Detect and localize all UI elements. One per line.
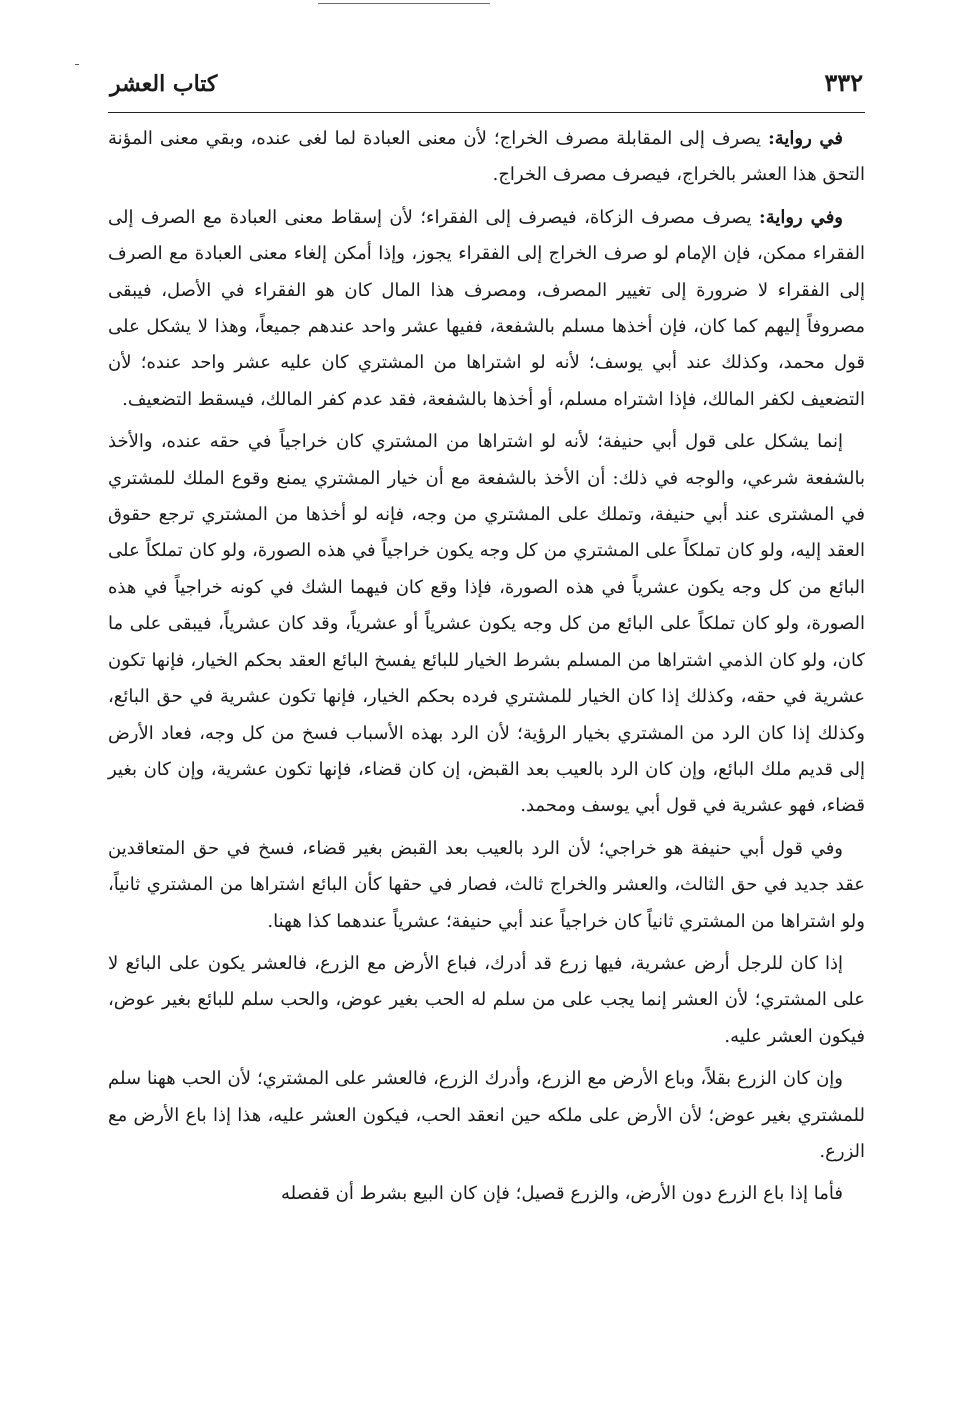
page-header [108, 68, 865, 113]
top-rule [318, 3, 490, 4]
paragraph-7 [108, 1176, 865, 1212]
paragraph-1 [108, 121, 865, 194]
paragraph-text: وفي قول أبي حنيفة هو خراجي؛ لأن الرد بالعيب بعد القبض بغير قضاء، فسخ في حق المتعاقدين عقد جديد في حق الثالث، والعشر والخراج ثالث، فصار في حقها كأن البائع اشتراها من المشتري ثانياً، ولو اشتراها من المشتري ثانياً كان خراجياً عند أبي حنيفة؛ عشرياً عندهما كذا ههنا. [108, 837, 865, 932]
page [108, 68, 865, 1219]
paragraph-text: يصرف مصرف الزكاة، فيصرف إلى الفقراء؛ لأن إسقاط معنى العبادة مع الصرف إلى الفقراء ممكن، فإن الإمام لو صرف الخراج إلى الفقراء يجوز، وإذا أمكن إلغاء معنى العبادة مع الصرف إلى الفقراء لا ضرورة إلى تغيير المصرف، ومصرف هذا المال كان هو الفقراء في الأصل، فيبقى مصروفاً إليهم كما كان، فإن أخذها مسلم بالشفعة، ففيها عشر واحد عندهم جميعاً، وهذا لا يشكل على قول محمد، وكذلك عند أبي يوسف؛ لأنه لو اشتراها من المشتري كان عليه عشر واحد عنده؛ لأن التضعيف لكفر المالك، فإذا اشتراه مسلم، أو أخذها بالشفعة، فقد عدم كفر المالك، فيسقط التضعيف. [108, 206, 865, 410]
paragraph-text: إذا كان للرجل أرض عشرية، فيها زرع قد أدرك، فباع الأرض مع الزرع، فالعشر يكون على البائع لا على المشتري؛ لأن العشر إنما يجب على من سلم له الحب بغير عوض، والحب سلم للبائع بغير عوض، فيكون العشر عليه. [108, 952, 865, 1047]
paragraph-6 [108, 1061, 865, 1170]
running-title: كتاب العشر [110, 71, 218, 97]
page-number: ٣٣٢ [824, 68, 863, 97]
paragraph-text: يصرف إلى المقابلة مصرف الخراج؛ لأن معنى العبادة لما لغى عنده، وبقي معنى المؤنة التحق هذا العشر بالخراج، فيصرف مصرف الخراج. [108, 128, 865, 186]
paragraph-lead: وفي رواية: [759, 206, 843, 228]
paragraph-text: وإن كان الزرع بقلاً، وباع الأرض مع الزرع، وأدرك الزرع، فالعشر على المشتري؛ لأن الحب ههنا سلم للمشتري بغير عوض؛ لأن الأرض على ملكه حين انعقد الحب، فيكون العشر عليه، هذا إذا باع الأرض مع الزرع. [108, 1068, 865, 1162]
page-body [108, 113, 865, 1213]
paragraph-text: إنما يشكل على قول أبي حنيفة؛ لأنه لو اشتراها من المشتري كان خراجياً في حقه عنده، والأخذ بالشفعة شرعي، والوجه في ذلك: أن الأخذ بالشفعة مع أن خيار المشتري يمنع وقوع الملك للمشتري في المشترى عند أبي حنيفة، وتملك على المشتري من وجه، فإنه لو أخذها من المشتري ترجع حقوق العقد إليه، ولو كان تملكاً على المشتري من كل وجه يكون خراجياً في هذه الصورة، ولو كان تملكاً على البائع من كل وجه يكون عشرياً في هذه الصورة، فإذا وقع كان فيهما الشك في كونه خراجياً في هذه الصورة، ولو كان تملكاً على البائع من كل وجه يكون عشرياً أو عشرياً، وقد كان عشرياً، فيبقى على ما كان، ولو كان الذمي اشتراها من المسلم بشرط الخيار للبائع يفسخ البائع العقد بحكم الخيار، فإنها تكون عشرية في حقه، وكذلك إذا كان الخيار للمشتري فرده بحكم الخيار، فإنها تكون عشرية في حق البائع، وكذلك إذا كان الرد من المشتري بخيار الرؤية؛ لأن الرد بهذه الأسباب فسخ من كل وجه، فعاد الأرض إلى قديم ملك البائع، وإن كان الرد بالعيب بعد القبض، إن كان قضاء، فإنها تكون عشرية، وإن كان بغير قضاء، فهو عشرية في قول أبي يوسف ومحمد. [108, 431, 865, 817]
paragraph-2 [108, 200, 865, 418]
paragraph-3 [108, 424, 865, 824]
paragraph-lead: في رواية: [768, 128, 843, 149]
paragraph-4 [108, 831, 865, 940]
paragraph-text: فأما إذا باع الزرع دون الأرض، والزرع قصيل؛ فإن كان البيع بشرط أن قفصله [281, 1183, 843, 1205]
paragraph-5 [108, 946, 865, 1055]
margin-mark [75, 64, 79, 65]
